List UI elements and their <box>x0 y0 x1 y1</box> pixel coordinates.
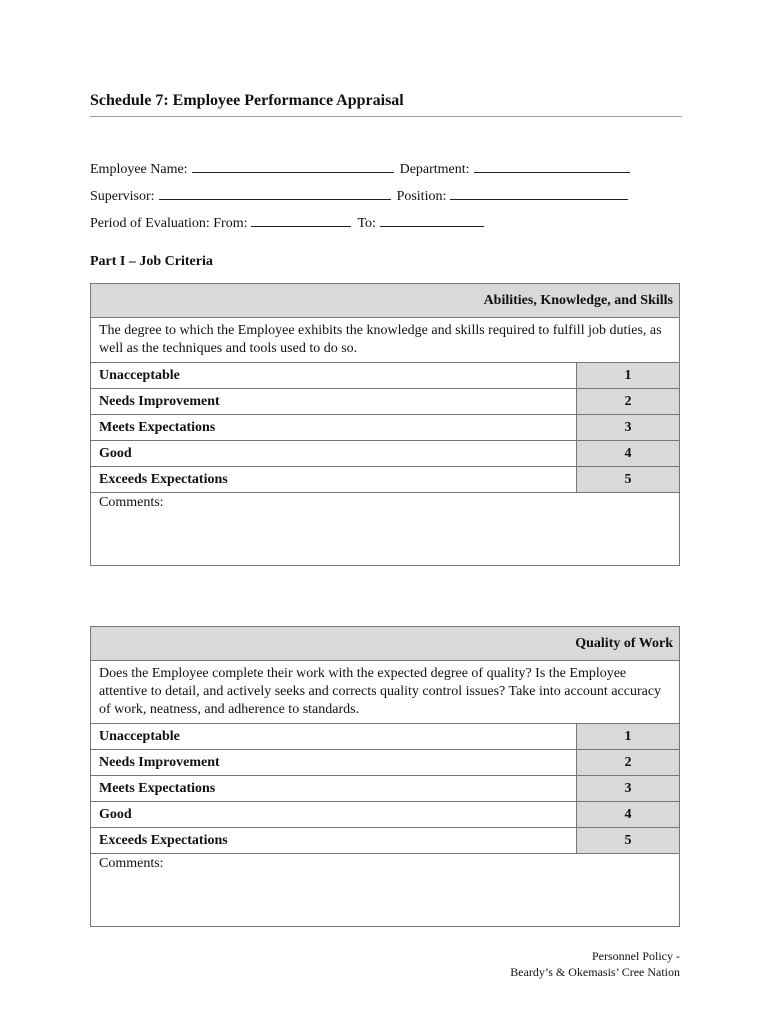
rating-label: Needs Improvement <box>91 750 577 775</box>
rating-score[interactable]: 3 <box>577 415 679 440</box>
period-to-field[interactable] <box>380 212 484 227</box>
comments-field[interactable] <box>91 854 679 926</box>
part-title: Part I – Job Criteria <box>90 254 213 269</box>
rating-row[interactable] <box>91 441 679 467</box>
field-row-period <box>90 212 490 232</box>
rating-row[interactable] <box>91 750 679 776</box>
period-to-label: To: <box>357 216 376 231</box>
department-label: Department: <box>399 162 470 177</box>
supervisor-field[interactable] <box>159 185 391 200</box>
rating-label: Exceeds Expectations <box>91 467 577 492</box>
department-field[interactable] <box>474 158 630 173</box>
rating-row[interactable] <box>91 724 679 750</box>
position-field[interactable] <box>450 185 628 200</box>
rating-label: Exceeds Expectations <box>91 828 577 853</box>
section-heading: Abilities, Knowledge, and Skills <box>91 284 679 318</box>
criteria-section-quality <box>90 626 680 927</box>
section-description: The degree to which the Employee exhibits the knowledge and skills required to fulfill job duties, as well as the techniques and tools used to do so. <box>91 318 679 363</box>
rating-score[interactable]: 1 <box>577 724 679 749</box>
rating-score[interactable]: 5 <box>577 467 679 492</box>
rating-row[interactable] <box>91 776 679 802</box>
rating-row[interactable] <box>91 389 679 415</box>
field-row-employee <box>90 158 636 178</box>
rating-score[interactable]: 5 <box>577 828 679 853</box>
field-row-supervisor <box>90 185 634 205</box>
rating-row[interactable] <box>91 828 679 854</box>
comments-field[interactable] <box>91 493 679 565</box>
page-footer <box>510 948 680 980</box>
rating-row[interactable] <box>91 363 679 389</box>
rating-row[interactable] <box>91 802 679 828</box>
rating-label: Unacceptable <box>91 363 577 388</box>
employee-name-field[interactable] <box>192 158 394 173</box>
rating-row[interactable] <box>91 467 679 493</box>
period-from-field[interactable] <box>251 212 351 227</box>
rating-label: Good <box>91 441 577 466</box>
employee-name-label: Employee Name: <box>90 162 188 177</box>
rating-label: Meets Expectations <box>91 776 577 801</box>
supervisor-label: Supervisor: <box>90 189 155 204</box>
rating-score[interactable]: 3 <box>577 776 679 801</box>
footer-line-2: Beardy’s & Okemasis’ Cree Nation <box>510 965 680 979</box>
rating-label: Meets Expectations <box>91 415 577 440</box>
position-label: Position: <box>396 189 447 204</box>
rating-score[interactable]: 4 <box>577 802 679 827</box>
section-description: Does the Employee complete their work with the expected degree of quality? Is the Employee attentive to detail, and actively seeks and corrects quality control issues? Take into account accuracy of work, neatness, and adherence to standards. <box>91 661 679 724</box>
page-title: Schedule 7: Employee Performance Appraisal <box>90 92 404 109</box>
title-divider <box>90 116 682 117</box>
comments-label: Comments: <box>99 495 164 510</box>
rating-label: Unacceptable <box>91 724 577 749</box>
rating-score[interactable]: 4 <box>577 441 679 466</box>
rating-label: Good <box>91 802 577 827</box>
period-from-label: Period of Evaluation: From: <box>90 216 248 231</box>
comments-label: Comments: <box>99 856 164 871</box>
rating-score[interactable]: 2 <box>577 389 679 414</box>
footer-line-1: Personnel Policy - <box>592 949 680 963</box>
criteria-section-abilities <box>90 283 680 566</box>
rating-score[interactable]: 1 <box>577 363 679 388</box>
rating-label: Needs Improvement <box>91 389 577 414</box>
rating-score[interactable]: 2 <box>577 750 679 775</box>
rating-row[interactable] <box>91 415 679 441</box>
section-heading: Quality of Work <box>91 627 679 661</box>
